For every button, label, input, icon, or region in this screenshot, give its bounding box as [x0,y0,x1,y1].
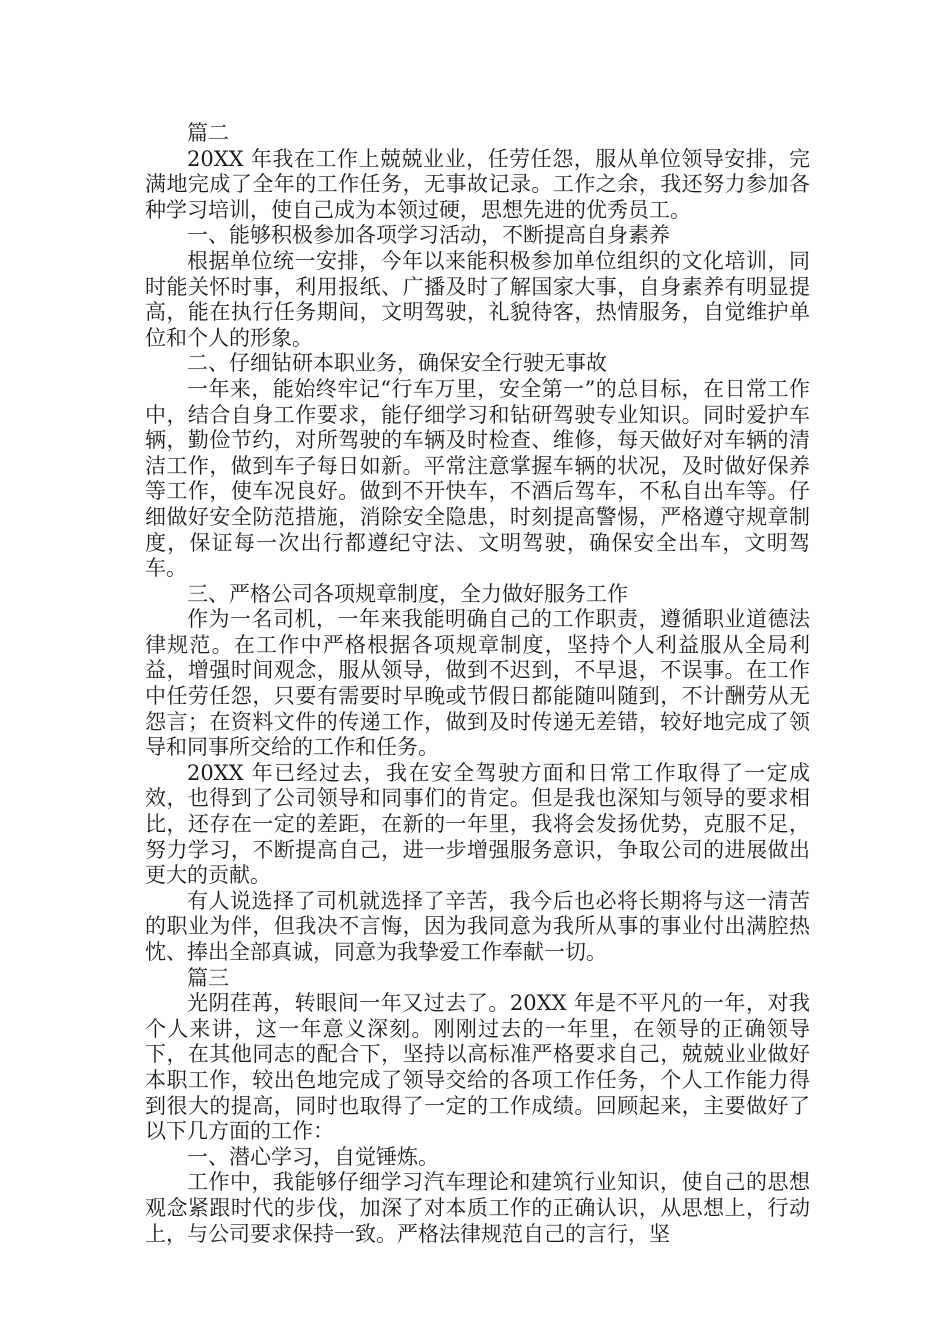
section-heading-pian-er: 篇二 [187,121,229,145]
paragraph: 光阴荏苒，转眼间一年又过去了。20XX 年是不平凡的一年，对我个人来讲，这一年意义深刻。刚刚过去的一年里，在领导的正确领导下，在其他同志的配合下，坚持以高标准严格要求自己，兢兢业业做好本职工作，较出色地完成了领导交给的各项工作任务，个人工作能力得到很大的提高，同时也取得了一定的工作成绩。回顾起来，主要做好了以下几方面的工作： [145,991,810,1144]
subheading: 二、仔细钻研本职业务，确保安全行驶无事故 [187,351,607,376]
subheading: 一、潜心学习，自觉锤炼。 [187,1144,439,1169]
section-heading-pian-san: 篇三 [187,965,229,990]
paragraph: 根据单位统一安排，今年以来能积极参加单位组织的文化培训，同时能关怀时事，利用报纸、广播及时了解国家大事，自身素养有明显提高，能在执行任务期间，文明驾驶，礼貌待客，热情服务，自觉维护单位和个人的形象。 [145,248,810,350]
paragraph: 20XX 年已经过去，我在安全驾驶方面和日常工作取得了一定成效，也得到了公司领导和同事们的肯定。但是我也深知与领导的要求相比，还存在一定的差距，在新的一年里，我将会发扬优势，克服不足，努力学习，不断提高自己，进一步增强服务意识，争取公司的进展做出更大的贡献。 [145,760,810,888]
paragraph: 有人说选择了司机就选择了辛苦，我今后也必将长期将与这一清苦的职业为伴，但我决不言悔，因为我同意为我所从事的事业付出满腔热忱、捧出全部真诚，同意为我挚爱工作奉献一切。 [145,888,810,964]
paragraph: 工作中，我能够仔细学习汽车理论和建筑行业知识，使自己的思想观念紧跟时代的步伐，加深了对本质工作的正确认识，从思想上，行动上，与公司要求保持一致。严格法律规范自己的言行，坚 [145,1170,810,1246]
subheading: 三、严格公司各项规章制度，全力做好服务工作 [187,581,628,606]
document-body [145,121,810,1247]
paragraph: 作为一名司机，一年来我能明确自己的工作职责，遵循职业道德法律规范。在工作中严格根据各项规章制度，坚持个人利益服从全局利益，增强时间观念，服从领导，做到不迟到，不早退，不误事。在工作中任劳任怨，只要有需要时早晚或节假日都能随叫随到，不计酬劳从无怨言；在资料文件的传递工作，做到及时传递无差错，较好地完成了领导和同事所交给的工作和任务。 [145,607,810,760]
paragraph: 一年来，能始终牢记“行车万里，安全第一”的总目标，在日常工作中，结合自身工作要求，能仔细学习和钻研驾驶专业知识。同时爱护车辆，勤俭节约，对所驾驶的车辆及时检查、维修，每天做好对车辆的清洁工作，做到车子每日如新。平常注意掌握车辆的状况，及时做好保养等工作，使车况良好。做到不开快车，不酒后驾车，不私自出车等。仔细做好安全防范措施，消除安全隐患，时刻提高警惕，严格遵守规章制度，保证每一次出行都遵纪守法、文明驾驶，确保安全出车，文明驾车。 [145,376,810,581]
paragraph: 20XX 年我在工作上兢兢业业，任劳任怨，服从单位领导安排，完满地完成了全年的工作任务，无事故记录。工作之余，我还努力参加各种学习培训，使自己成为本领过硬，思想先进的优秀员工。 [145,146,810,222]
subheading: 一、能够积极参加各项学习活动，不断提高自身素养 [187,223,670,248]
